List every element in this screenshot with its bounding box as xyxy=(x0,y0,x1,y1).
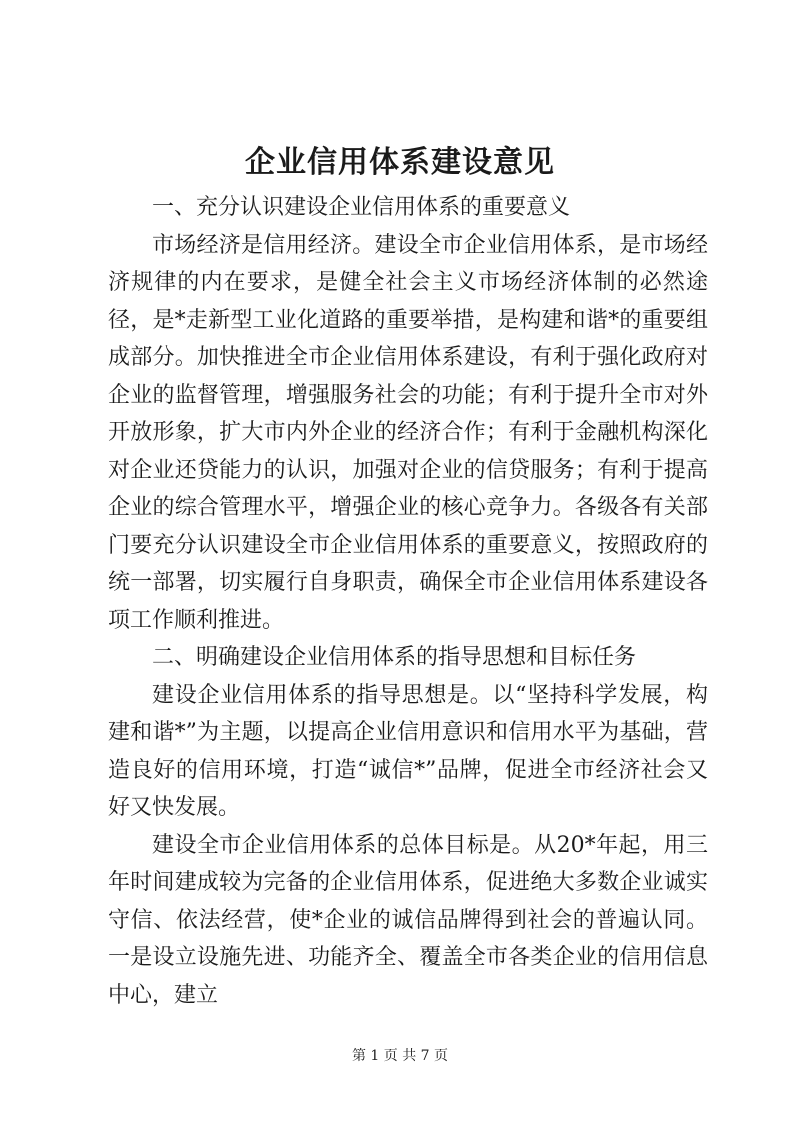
document-title: 企业信用体系建设意见 xyxy=(245,145,555,180)
paragraph-2: 建设企业信用体系的指导思想是。以“坚持科学发展，构建和谐*”为主题，以提高企业信用意识和信用水平为基础，营造良好的信用环境，打造“诚信*”品牌，促进全市经济社会又好又快发展。 xyxy=(108,682,708,820)
paragraph-1: 市场经济是信用经济。建设全市企业信用体系，是市场经济规律的内在要求，是健全社会主义市场经济体制的必然途径，是*走新型工业化道路的重要举措，是构建和谐*的重要组成部分。加快推进全市企业信用体系建设，有利于强化政府对企业的监督管理，增强服务社会的功能；有利于提升全市对外开放形象，扩大市内外企业的经济合作；有利于金融机构深化对企业还贷能力的认识，加强对企业的信贷服务；有利于提高企业的综合管理水平，增强企业的核心竞争力。各级各有关部门要充分认识建设全市企业信用体系的重要意义，按照政府的统一部署，切实履行自身职责，确保全市企业信用体系建设各项工作顺利推进。 xyxy=(108,232,708,633)
section-heading-2: 二、明确建设企业信用体系的指导思想和目标任务 xyxy=(152,645,637,670)
paragraph-3: 建设全市企业信用体系的总体目标是。从20*年起，用三年时间建成较为完备的企业信用体系，促进绝大多数企业诚实守信、依法经营，使*企业的诚信品牌得到社会的普遍认同。一是设立设施先进、功能齐全、覆盖全市各类企业的信用信息中心，建立 xyxy=(108,832,708,1008)
page-number-footer: 第 1 页 共 7 页 xyxy=(351,1048,449,1064)
document-body xyxy=(108,189,708,1014)
section-heading-1: 一、充分认识建设企业信用体系的重要意义 xyxy=(152,195,571,220)
